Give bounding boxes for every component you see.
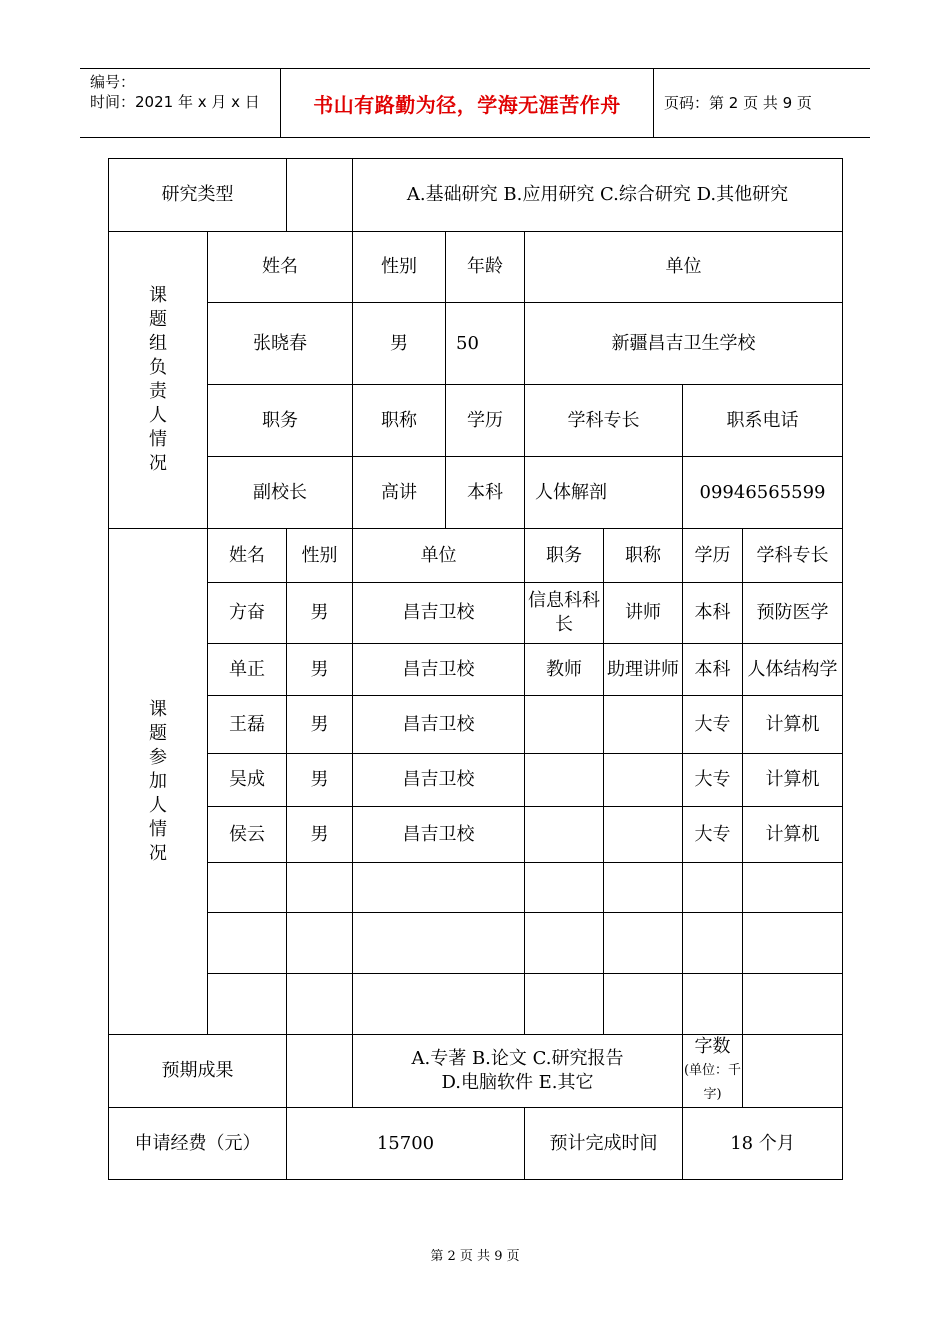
participant-position[interactable] [525, 807, 604, 863]
leader-name[interactable]: 张晓春 [208, 303, 353, 385]
empty-cell[interactable] [743, 863, 843, 913]
participant-position[interactable]: 教师 [525, 644, 604, 696]
expected-options-line-1: A.专著 B.论文 C.研究报告 [411, 1048, 624, 1069]
participant-title-header: 职称 [604, 529, 683, 583]
leader-section-label: 课 题 组 负 责 人 情 况 [109, 232, 208, 529]
participant-gender[interactable]: 男 [287, 583, 353, 644]
empty-cell[interactable] [287, 863, 353, 913]
participant-row [109, 696, 843, 754]
leader-education[interactable]: 本科 [446, 457, 525, 529]
participant-name[interactable]: 侯云 [208, 807, 287, 863]
empty-cell[interactable] [743, 974, 843, 1035]
participant-empty-row [109, 863, 843, 913]
leader-education-header: 学历 [446, 385, 525, 457]
expected-results-label: 预期成果 [109, 1035, 287, 1108]
leader-header-row-2 [109, 385, 843, 457]
research-type-row [109, 159, 843, 232]
participant-unit[interactable]: 昌吉卫校 [353, 644, 525, 696]
participant-title[interactable] [604, 754, 683, 807]
participant-education[interactable]: 大专 [683, 696, 743, 754]
participant-specialty[interactable]: 预防医学 [743, 583, 843, 644]
empty-cell[interactable] [604, 913, 683, 974]
participant-position[interactable] [525, 754, 604, 807]
funding-row [109, 1108, 843, 1180]
expected-results-value[interactable] [287, 1035, 353, 1108]
leader-title-header: 职称 [353, 385, 446, 457]
participant-specialty[interactable]: 计算机 [743, 754, 843, 807]
participant-unit[interactable]: 昌吉卫校 [353, 696, 525, 754]
leader-phone[interactable]: 09946565599 [683, 457, 843, 529]
number-label: 编号： [90, 73, 136, 91]
participant-position[interactable]: 信息科科长 [525, 583, 604, 644]
funding-amount[interactable]: 15700 [287, 1108, 525, 1180]
participant-row [109, 644, 843, 696]
empty-cell[interactable] [287, 974, 353, 1035]
leader-unit-header: 单位 [525, 232, 843, 303]
participant-row [109, 807, 843, 863]
participant-gender[interactable]: 男 [287, 696, 353, 754]
word-count-label: 字数 (单位：千字) [683, 1035, 743, 1108]
participants-section-label: 课 题 参 加 人 情 况 [109, 529, 208, 1035]
participant-education[interactable]: 本科 [683, 644, 743, 696]
empty-cell[interactable] [208, 974, 287, 1035]
completion-time-label: 预计完成时间 [525, 1108, 683, 1180]
page-footer: 第 2 页 共 9 页 [430, 1249, 520, 1264]
empty-cell[interactable] [604, 974, 683, 1035]
leader-age[interactable]: 50 [446, 303, 525, 385]
empty-cell[interactable] [525, 974, 604, 1035]
leader-position[interactable]: 副校长 [208, 457, 353, 529]
participants-header-row [109, 529, 843, 583]
empty-cell[interactable] [683, 913, 743, 974]
research-type-value[interactable] [287, 159, 353, 232]
empty-cell[interactable] [287, 913, 353, 974]
participant-specialty[interactable]: 人体结构学 [743, 644, 843, 696]
leader-specialty-header: 学科专长 [525, 385, 683, 457]
empty-cell[interactable] [604, 863, 683, 913]
participant-education[interactable]: 大专 [683, 754, 743, 807]
leader-header-row-1 [109, 232, 843, 303]
participant-name-header: 姓名 [208, 529, 287, 583]
motto: 书山有路勤为径，学海无涯苦作舟 [281, 69, 654, 137]
expected-options-line-2: D.电脑软件 E.其它 [441, 1072, 594, 1093]
leader-specialty[interactable]: 人体解剖 [525, 457, 683, 529]
leader-gender[interactable]: 男 [353, 303, 446, 385]
leader-data-row-1 [109, 303, 843, 385]
participant-gender[interactable]: 男 [287, 754, 353, 807]
leader-gender-header: 性别 [353, 232, 446, 303]
participant-unit[interactable]: 昌吉卫校 [353, 754, 525, 807]
participant-position-header: 职务 [525, 529, 604, 583]
participant-empty-row [109, 974, 843, 1035]
leader-name-header: 姓名 [208, 232, 353, 303]
empty-cell[interactable] [208, 913, 287, 974]
empty-cell[interactable] [743, 913, 843, 974]
participant-name[interactable]: 王磊 [208, 696, 287, 754]
participant-row [109, 754, 843, 807]
empty-cell[interactable] [525, 863, 604, 913]
application-form-table [108, 158, 843, 1180]
participant-position[interactable] [525, 696, 604, 754]
participant-title[interactable] [604, 807, 683, 863]
empty-cell[interactable] [525, 913, 604, 974]
participant-empty-row [109, 913, 843, 974]
leader-phone-header: 职系电话 [683, 385, 843, 457]
participant-unit[interactable]: 昌吉卫校 [353, 583, 525, 644]
participant-gender[interactable]: 男 [287, 644, 353, 696]
completion-time-value[interactable]: 18 个月 [683, 1108, 843, 1180]
funding-label: 申请经费（元） [109, 1108, 287, 1180]
empty-cell[interactable] [683, 974, 743, 1035]
header-meta [80, 69, 281, 137]
participant-gender[interactable]: 男 [287, 807, 353, 863]
leader-title[interactable]: 高讲 [353, 457, 446, 529]
leader-age-header: 年龄 [446, 232, 525, 303]
participant-specialty[interactable]: 计算机 [743, 807, 843, 863]
participant-name[interactable]: 单正 [208, 644, 287, 696]
word-count-value[interactable] [743, 1035, 843, 1108]
leader-data-row-2 [109, 457, 843, 529]
research-type-options[interactable]: A.基础研究 B.应用研究 C.综合研究 D.其他研究 [353, 159, 843, 232]
page-info: 页码：第 2 页 共 9 页 [664, 94, 812, 112]
empty-cell[interactable] [353, 913, 525, 974]
research-type-label: 研究类型 [109, 159, 287, 232]
participant-education-header: 学历 [683, 529, 743, 583]
participant-title[interactable]: 讲师 [604, 583, 683, 644]
leader-unit[interactable]: 新疆昌吉卫生学校 [525, 303, 843, 385]
participant-specialty-header: 学科专长 [743, 529, 843, 583]
empty-cell[interactable] [683, 863, 743, 913]
participant-title[interactable] [604, 696, 683, 754]
participant-name[interactable]: 吴成 [208, 754, 287, 807]
empty-cell[interactable] [353, 974, 525, 1035]
empty-cell[interactable] [208, 863, 287, 913]
participant-name[interactable]: 方奋 [208, 583, 287, 644]
participant-education[interactable]: 本科 [683, 583, 743, 644]
expected-results-options[interactable] [353, 1035, 683, 1108]
leader-position-header: 职务 [208, 385, 353, 457]
participant-unit[interactable]: 昌吉卫校 [353, 807, 525, 863]
expected-results-row [109, 1035, 843, 1108]
participant-row [109, 583, 843, 644]
participant-gender-header: 性别 [287, 529, 353, 583]
participant-specialty[interactable]: 计算机 [743, 696, 843, 754]
empty-cell[interactable] [353, 863, 525, 913]
participant-unit-header: 单位 [353, 529, 525, 583]
time-label: 时间：2021 年 x 月 x 日 [90, 93, 260, 111]
participant-education[interactable]: 大专 [683, 807, 743, 863]
participant-title[interactable]: 助理讲师 [604, 644, 683, 696]
page-header [80, 68, 870, 138]
